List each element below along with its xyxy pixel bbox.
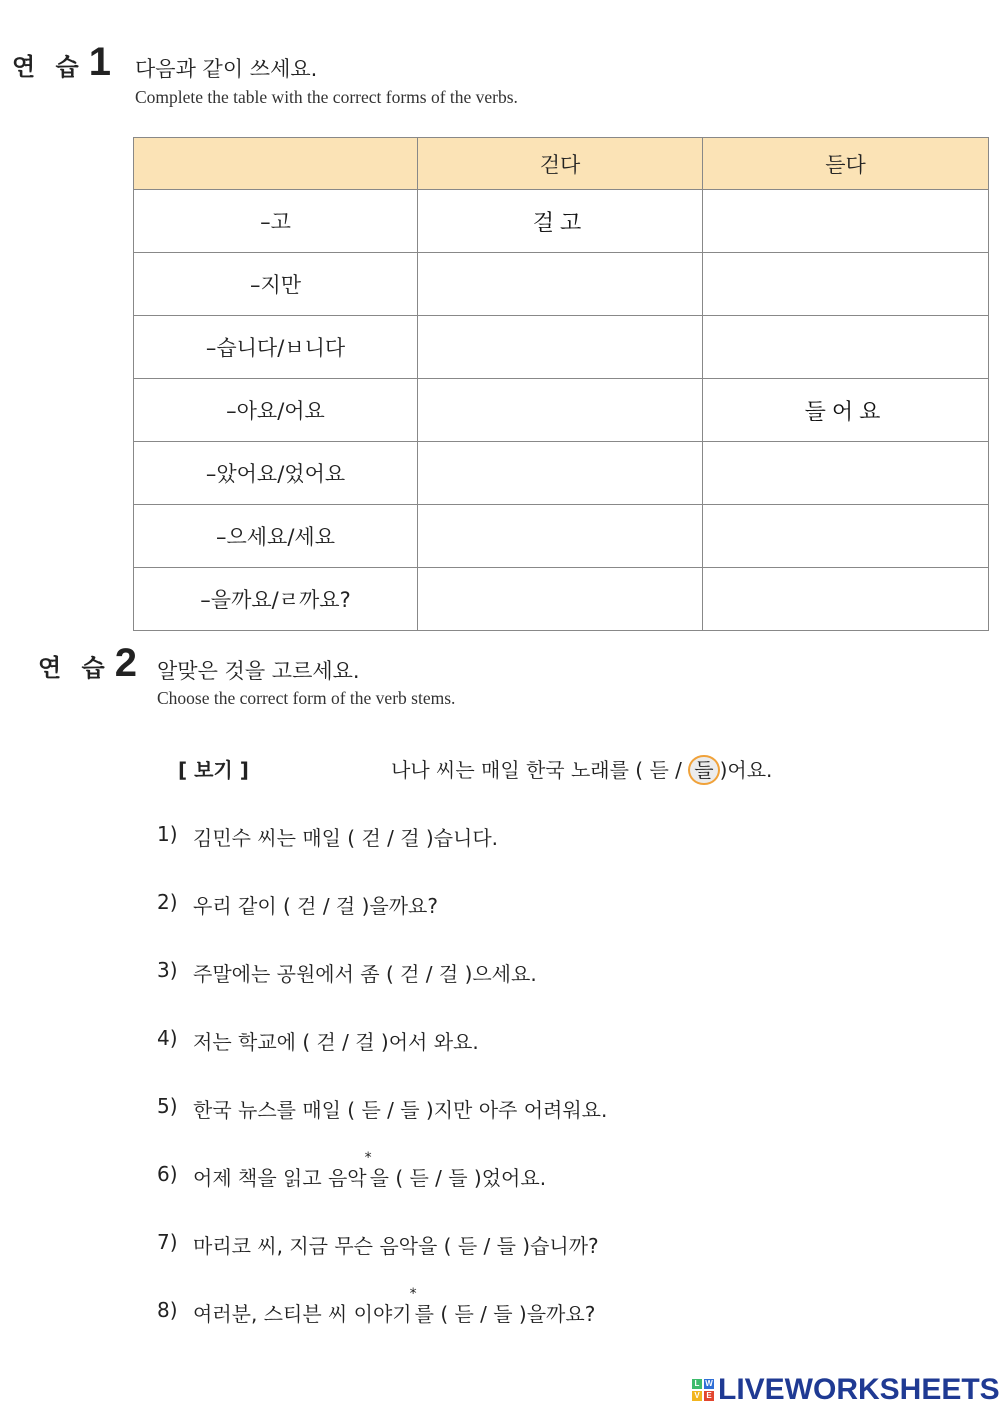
conjugation-table xyxy=(133,137,989,631)
answer-cell[interactable] xyxy=(418,568,703,631)
form-label: –으세요/세요 xyxy=(134,505,418,568)
logo-text: LIVEWORKSHEETS xyxy=(718,1373,1000,1406)
question-number: 5) xyxy=(157,1094,178,1118)
answer-cell[interactable] xyxy=(703,568,989,631)
example-tag: [ 보기 ] xyxy=(178,758,249,782)
question-text: 어제 책을 읽고 음악 xyxy=(193,1166,367,1190)
question-item[interactable] xyxy=(157,1286,596,1327)
question-text: 마리코 씨, 지금 무슨 음악을 ( 듣 / 들 )습니까? xyxy=(193,1234,599,1258)
form-label: –을까요/ㄹ까요? xyxy=(134,568,418,631)
answer-cell[interactable] xyxy=(418,505,703,568)
table-row xyxy=(134,505,989,568)
table-row xyxy=(134,379,989,442)
table-header-row xyxy=(134,138,989,190)
question-number: 7) xyxy=(157,1230,178,1254)
question-text: 우리 같이 ( 걷 / 걸 )을까요? xyxy=(193,894,438,918)
question-number: 1) xyxy=(157,822,178,846)
table-row xyxy=(134,568,989,631)
logo-tile: L xyxy=(692,1379,702,1389)
section1-number: 1 xyxy=(88,40,111,84)
question-number: 6) xyxy=(157,1162,178,1186)
example-before: 나나 씨는 매일 한국 노래를 ( 듣 / xyxy=(391,758,682,782)
example-row xyxy=(178,752,938,786)
answer-cell[interactable]: 들어요 xyxy=(703,379,989,442)
answer-cell[interactable] xyxy=(703,253,989,316)
section2-number: 2 xyxy=(114,641,137,685)
question-text-rest: 를 ( 듣 / 들 )을까요? xyxy=(414,1302,596,1326)
logo-tile: E xyxy=(704,1391,714,1401)
form-label: –고 xyxy=(134,190,418,253)
header-empty xyxy=(134,138,418,190)
example-sentence xyxy=(391,754,772,785)
question-text: 한국 뉴스를 매일 ( 듣 / 들 )지만 아주 어려워요. xyxy=(193,1098,608,1122)
answer-cell[interactable] xyxy=(418,379,703,442)
form-label: –아요/어요 xyxy=(134,379,418,442)
liveworksheets-icon xyxy=(692,1379,714,1401)
header-verb-deutda: 듣다 xyxy=(703,138,989,190)
table-row xyxy=(134,316,989,379)
question-item[interactable] xyxy=(157,1026,479,1055)
question-text: 김민수 씨는 매일 ( 걷 / 걸 )습니다. xyxy=(193,826,499,850)
section2-instruction-kr: 알맞은 것을 고르세요. xyxy=(157,659,360,683)
section2-label xyxy=(38,641,137,686)
form-label: –았어요/었어요 xyxy=(134,442,418,505)
answer-cell[interactable] xyxy=(418,253,703,316)
question-item[interactable] xyxy=(157,1094,607,1123)
table-row xyxy=(134,442,989,505)
example-after: )어요. xyxy=(719,758,773,782)
section1-instruction-kr: 다음과 같이 쓰세요. xyxy=(135,57,318,81)
question-number: 8) xyxy=(157,1298,178,1322)
answer-cell[interactable] xyxy=(418,442,703,505)
question-item[interactable] xyxy=(157,1230,599,1259)
answer-cell[interactable]: 걸고 xyxy=(418,190,703,253)
question-number: 2) xyxy=(157,890,178,914)
example-circled-answer: 들 xyxy=(688,755,719,785)
answer-cell[interactable] xyxy=(703,505,989,568)
form-label: –지만 xyxy=(134,253,418,316)
question-item[interactable] xyxy=(157,890,438,919)
question-number: 3) xyxy=(157,958,178,982)
question-item[interactable] xyxy=(157,822,498,851)
section1-label-kr: 연 습 xyxy=(12,53,85,81)
answer-cell[interactable] xyxy=(703,442,989,505)
footnote-star: * xyxy=(409,1286,417,1302)
header-verb-geotda: 걷다 xyxy=(418,138,703,190)
question-number: 4) xyxy=(157,1026,178,1050)
table-row xyxy=(134,253,989,316)
question-text-rest: 을 ( 듣 / 들 )었어요. xyxy=(369,1166,547,1190)
question-item[interactable] xyxy=(157,958,537,987)
answer-cell[interactable] xyxy=(703,190,989,253)
section2-instruction-en: Choose the correct form of the verb stems. xyxy=(157,688,456,708)
footnote-star: * xyxy=(364,1150,372,1166)
section1-instruction-en: Complete the table with the correct forms of the verbs. xyxy=(135,87,518,107)
question-item[interactable] xyxy=(157,1150,547,1191)
table-row xyxy=(134,190,989,253)
question-text: 저는 학교에 ( 걷 / 걸 )어서 와요. xyxy=(193,1030,479,1054)
liveworksheets-logo xyxy=(692,1373,1000,1407)
answer-cell[interactable] xyxy=(703,316,989,379)
section2-label-kr: 연 습 xyxy=(38,654,111,682)
logo-tile: W xyxy=(705,1379,713,1388)
logo-tile: V xyxy=(692,1391,702,1401)
question-text: 주말에는 공원에서 좀 ( 걷 / 걸 )으세요. xyxy=(193,962,537,986)
question-text: 여러분, 스티븐 씨 이야기 xyxy=(193,1302,412,1326)
answer-cell[interactable] xyxy=(418,316,703,379)
section1-label xyxy=(12,40,111,85)
form-label: –습니다/ㅂ니다 xyxy=(134,316,418,379)
